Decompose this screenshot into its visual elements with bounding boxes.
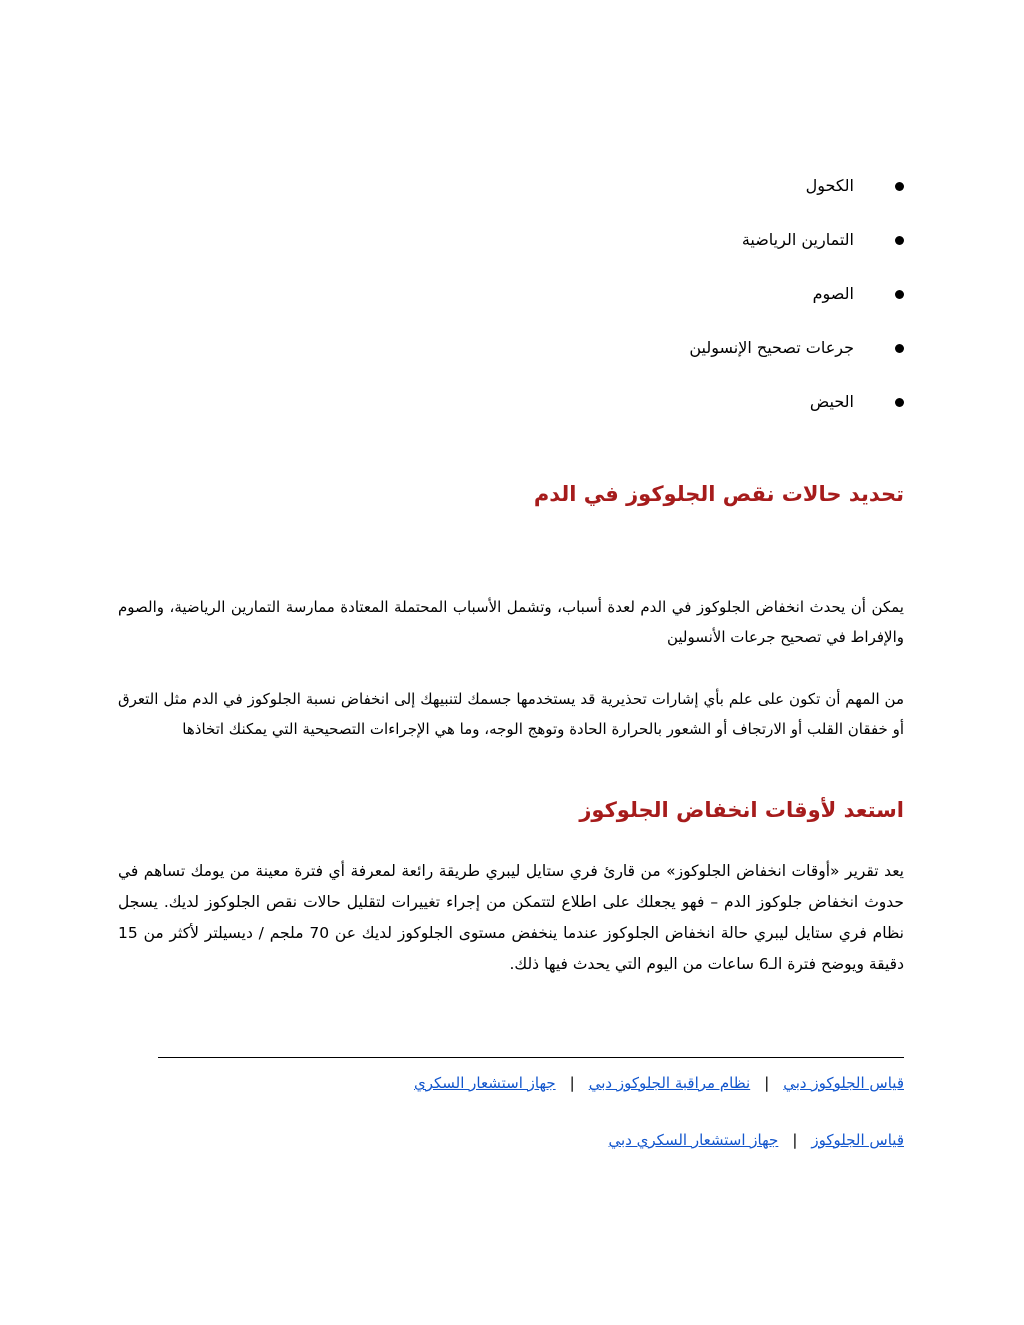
link-glucose-monitoring-system-dubai[interactable]: نظام مراقبة الجلوكوز دبي <box>588 1074 751 1092</box>
link-separator: | <box>569 1074 575 1092</box>
link-separator: | <box>792 1131 798 1149</box>
list-item-text: الكحول <box>805 176 854 195</box>
footer-links-row <box>414 1070 904 1096</box>
link-diabetes-sensor[interactable]: جهاز استشعار السكري <box>413 1074 556 1092</box>
paragraph-causes: يمكن أن يحدث انخفاض الجلوكوز في الدم لعدة أسباب، وتشمل الأسباب المحتملة المعتادة ممارسة التمارين الرياضية، والصوم والإفراط في تصحيح جرعات الأنسولين <box>118 598 904 646</box>
list-item-text: الحيض <box>809 392 854 411</box>
bullet-icon <box>895 344 904 353</box>
list-item <box>0 278 1024 332</box>
divider <box>158 1057 904 1058</box>
paragraph-warning-signs: من المهم أن تكون على علم بأي إشارات تحذيرية قد يستخدمها جسمك لتنبيهك إلى انخفاض نسبة الجلوكوز في الدم مثل التعرق أو خفقان القلب أو الارتجاف أو الشعور بالحرارة الحادة وتوهج الوجه، وما هي الإجراءات التصحيحية التي يمكنك اتخاذها <box>118 690 904 738</box>
footer-links-row <box>609 1127 904 1153</box>
section-heading-identify: تحديد حالات نقص الجلوكوز في الدم <box>533 482 904 506</box>
bullet-icon <box>895 398 904 407</box>
bullet-icon <box>895 290 904 299</box>
list-item <box>0 332 1024 386</box>
bullet-icon <box>895 236 904 245</box>
list-item <box>0 386 1024 440</box>
list-item-text: جرعات تصحيح الإنسولين <box>689 338 854 357</box>
link-diabetes-sensor-dubai[interactable]: جهاز استشعار السكري دبي <box>608 1131 779 1149</box>
list-item <box>0 224 1024 278</box>
bullet-list <box>0 170 1024 440</box>
section-heading-prepare: استعد لأوقات انخفاض الجلوكوز <box>579 798 904 822</box>
list-item <box>0 170 1024 224</box>
list-item-text: التمارين الرياضية <box>741 230 854 249</box>
link-separator: | <box>764 1074 770 1092</box>
link-glucose-measurement-dubai[interactable]: قياس الجلوكوز دبي <box>783 1074 904 1092</box>
link-glucose-measurement[interactable]: قياس الجلوكوز <box>811 1131 904 1149</box>
paragraph-report: يعد تقرير «أوقات انخفاض الجلوكوز» من قارئ فري ستايل ليبري طريقة رائعة لمعرفة أي فترة معينة من يومك تساهم في حدوث انخفاض جلوكوز الدم – فهو يجعلك على اطلاع لتتمكن من إجراء تغييرات لتقليل حالات نقص الجلوكوز لديك. يسجل نظام فري ستايل ليبري حالة انخفاض الجلوكوز عندما ينخفض مستوى الجلوكوز لديك عن 70 ملجم / ديسيلتر لأكثر من 15 دقيقة ويوضح فترة الـ6 ساعات من اليوم التي يحدث فيها ذلك. <box>118 862 904 973</box>
list-item-text: الصوم <box>812 284 854 303</box>
bullet-icon <box>895 182 904 191</box>
